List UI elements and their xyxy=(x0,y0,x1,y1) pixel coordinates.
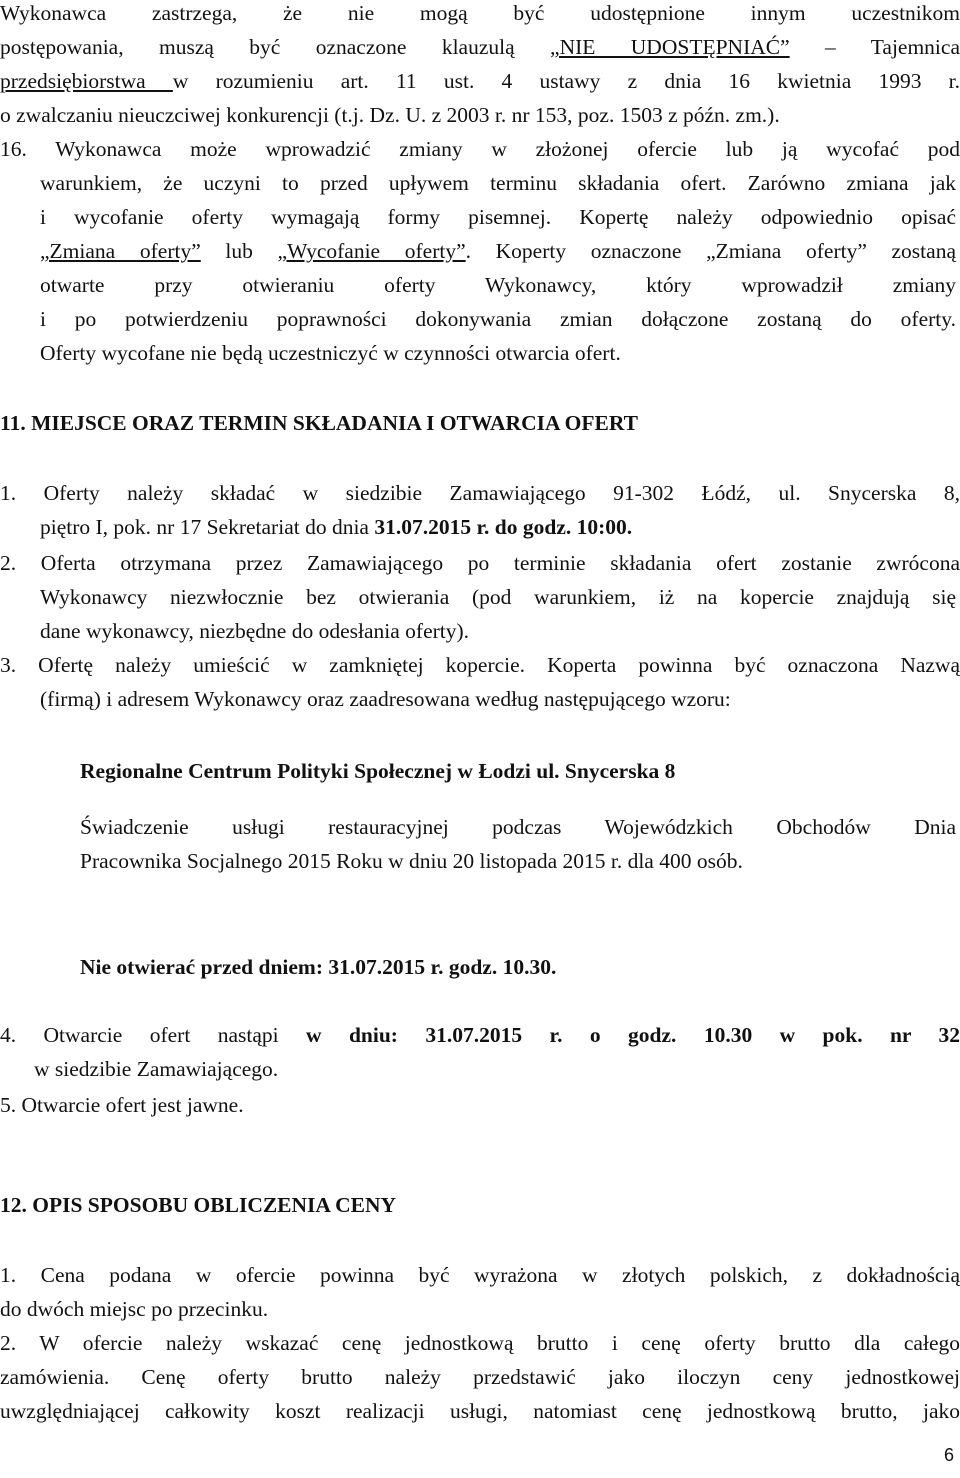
p15-line-3: przedsiębiorstwa w rozumieniu art. 11 ust. 4 ustawy z dnia 16 kwietnia 1993 r. xyxy=(0,69,960,93)
section-12-heading: 12. OPIS SPOSOBU OBLICZENIA CENY xyxy=(0,1193,397,1217)
s11-item-3-line-1: 3. Ofertę należy umieścić w zamkniętej kopercie. Koperta powinna być oznaczona Nazwą xyxy=(0,653,960,677)
s11-item-2-line-3: dane wykonawcy, niezbędne do odesłania oferty). xyxy=(40,619,470,643)
envelope-service-line-2: Pracownika Socjalnego 2015 Roku w dniu 20 listopada 2015 r. dla 400 osób. xyxy=(80,849,743,873)
page-number: 6 xyxy=(943,1445,954,1465)
p15-line-1: Wykonawca zastrzega, że nie mogą być udostępnione innym uczestnikom xyxy=(0,1,960,25)
s12-item-2-line-2: zamówienia. Cenę oferty brutto należy przedstawić jako iloczyn ceny jednostkowej xyxy=(0,1365,960,1389)
s12-item-1-line-1: 1. Cena podana w ofercie powinna być wyrażona w złotych polskich, z dokładnością xyxy=(0,1263,960,1287)
p15-line-2: postępowania, muszą być oznaczone klauzulą „NIE UDOSTĘPNIAĆ” – Tajemnica xyxy=(0,35,960,59)
p16-line-6: i po potwierdzeniu poprawności dokonywania zmian dołączone zostaną do oferty. xyxy=(40,307,956,331)
p15-line-4: o zwalczaniu nieuczciwej konkurencji (t.j. Dz. U. z 2003 r. nr 153, poz. 1503 z późn. zm.). xyxy=(0,103,780,127)
s11-item-1-line-1: 1. Oferty należy składać w siedzibie Zamawiającego 91-302 Łódź, ul. Snycerska 8, xyxy=(0,481,960,505)
s12-item-2-line-3: uwzględniającej całkowity koszt realizacji usługi, natomiast cenę jednostkową brutto, jako xyxy=(0,1399,960,1423)
section-11-heading: 11. MIEJSCE ORAZ TERMIN SKŁADANIA I OTWARCIA OFERT xyxy=(0,411,638,435)
envelope-do-not-open: Nie otwierać przed dniem: 31.07.2015 r. godz. 10.30. xyxy=(80,955,557,979)
p16-line-7: Oferty wycofane nie będą uczestniczyć w czynności otwarcia ofert. xyxy=(40,341,621,365)
s11-item-4-line-1: 4. Otwarcie ofert nastąpi w dniu: 31.07.2015 r. o godz. 10.30 w pok. nr 32 xyxy=(0,1023,960,1047)
s11-item-1-line-2: piętro I, pok. nr 17 Sekretariat do dnia 31.07.2015 r. do godz. 10:00. xyxy=(40,515,633,539)
s11-item-4-line-2: w siedzibie Zamawiającego. xyxy=(34,1057,279,1081)
p16-line-2: warunkiem, że uczyni to przed upływem terminu składania ofert. Zarówno zmiana jak xyxy=(40,171,956,195)
p16-line-1: 16. Wykonawca może wprowadzić zmiany w złożonej ofercie lub ją wycofać pod xyxy=(0,137,960,161)
s11-item-2-line-2: Wykonawcy niezwłocznie bez otwierania (pod warunkiem, iż na kopercie znajdują się xyxy=(40,585,956,609)
envelope-address: Regionalne Centrum Polityki Społecznej w Łodzi ul. Snycerska 8 xyxy=(80,759,676,783)
p16-line-5: otwarte przy otwieraniu oferty Wykonawcy, który wprowadził zmiany xyxy=(40,273,956,297)
s12-item-2-line-1: 2. W ofercie należy wskazać cenę jednostkową brutto i cenę oferty brutto dla całego xyxy=(0,1331,960,1355)
p16-line-4: „Zmiana oferty” lub „Wycofanie oferty”. Koperty oznaczone „Zmiana oferty” zostaną xyxy=(40,239,956,263)
s11-item-2-line-1: 2. Oferta otrzymana przez Zamawiającego po terminie składania ofert zostanie zwrócona xyxy=(0,551,960,575)
envelope-service-line-1: Świadczenie usługi restauracyjnej podczas Wojewódzkich Obchodów Dnia xyxy=(80,815,956,839)
s11-item-5: 5. Otwarcie ofert jest jawne. xyxy=(0,1093,244,1117)
s12-item-1-line-2: do dwóch miejsc po przecinku. xyxy=(0,1297,269,1321)
p16-line-3: i wycofanie oferty wymagają formy pisemnej. Kopertę należy odpowiednio opisać xyxy=(40,205,956,229)
s11-item-3-line-2: (firmą) i adresem Wykonawcy oraz zaadresowana według następującego wzoru: xyxy=(40,687,731,711)
